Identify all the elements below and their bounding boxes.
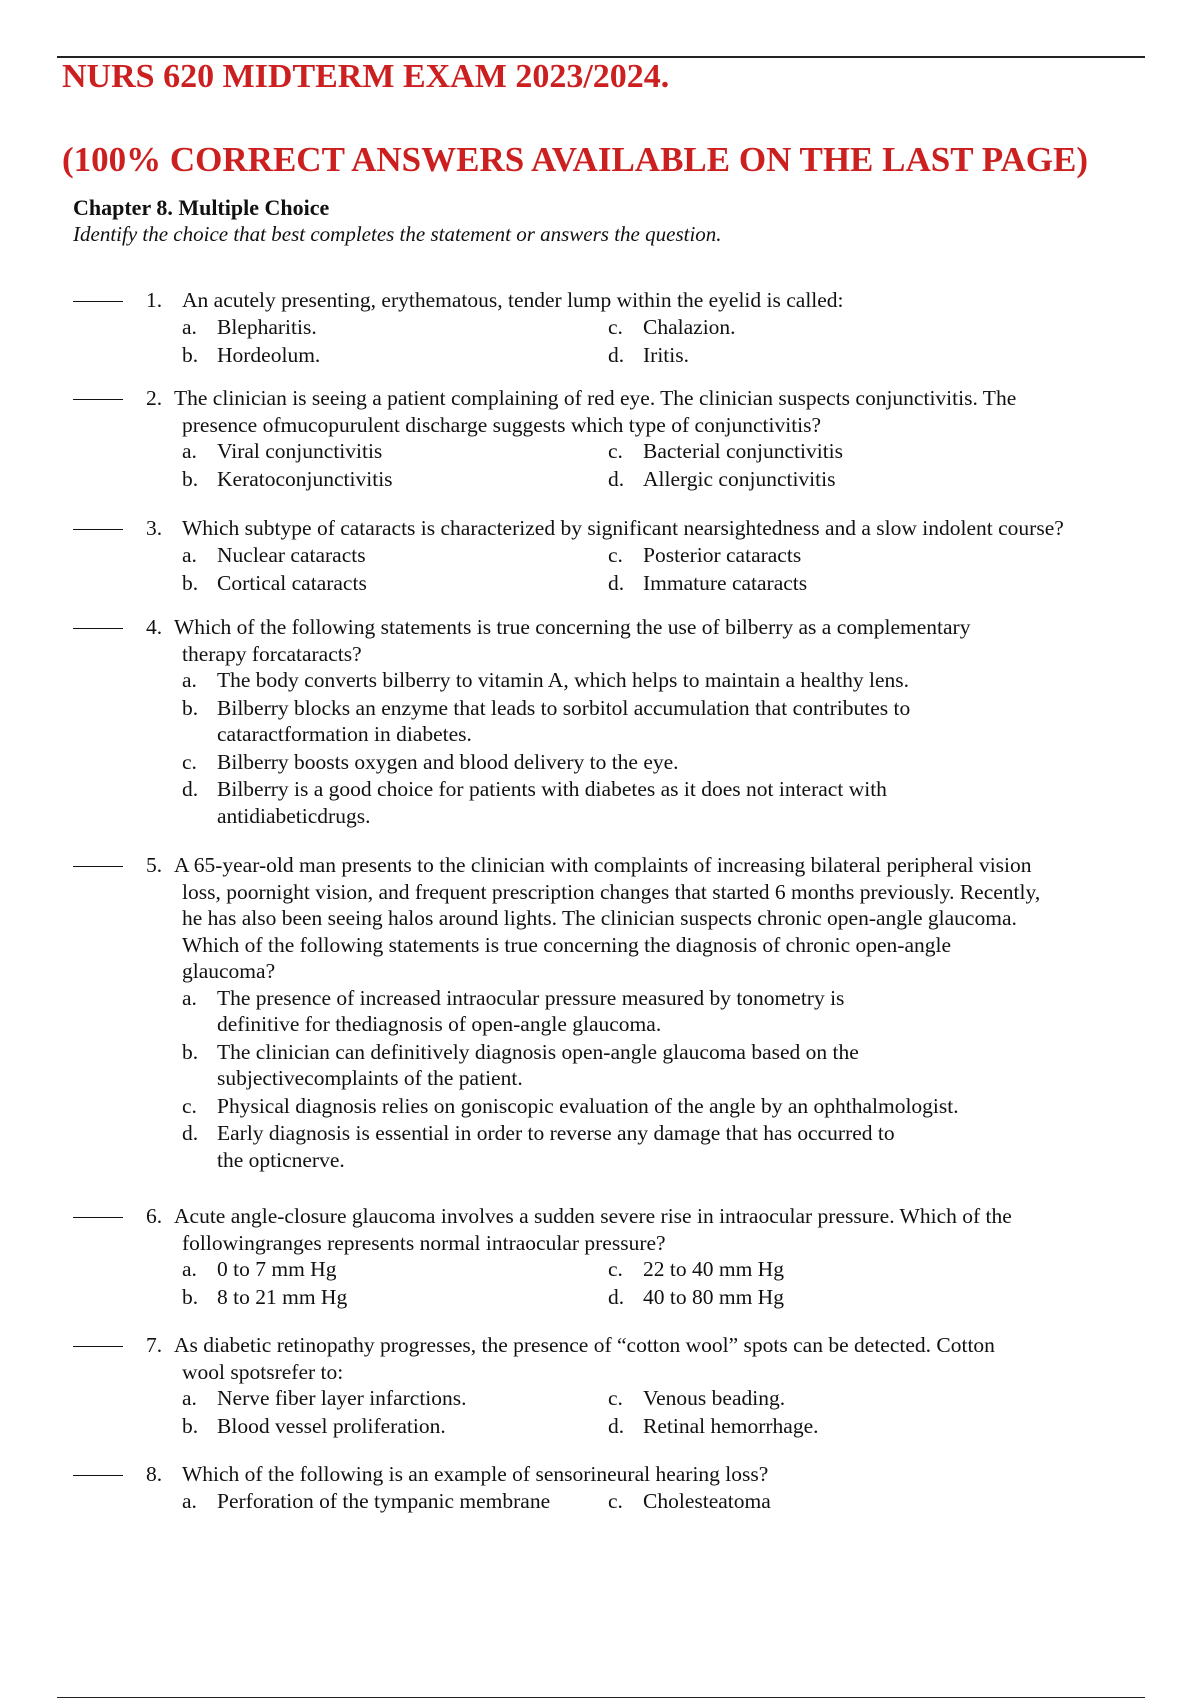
options [182, 985, 1200, 1174]
question-number: 8. [146, 1462, 163, 1486]
question-stem: Acute angle-closure glaucoma involves a sudden severe rise in intraocular pressure. Which of the followingranges represents normal intraocular pressure? [174, 1204, 1012, 1255]
question-number: 2. [146, 386, 163, 410]
chapter-heading: Chapter 8. Multiple Choice [73, 195, 330, 220]
question-number: 3. [146, 516, 163, 540]
option-a[interactable]: a. The body converts bilberry to vitamin A, which helps to maintain a healthy lens. [182, 668, 910, 692]
answer-blank[interactable] [73, 866, 123, 867]
question-stem: Which subtype of cataracts is characterized by significant nearsightedness and a slow indolent course? [182, 516, 1064, 540]
question-number: 7. [146, 1333, 163, 1357]
bottom-rule [57, 1697, 1145, 1698]
answer-blank[interactable] [73, 1346, 123, 1347]
question-stem: An acutely presenting, erythematous, tender lump within the eyelid is called: [182, 288, 844, 312]
options: a. 0 to 7 mm Hg b. 8 to 21 mm Hg c. 22 to 40 mm Hg d. 40 to 80 mm Hg [182, 1257, 784, 1309]
question-number: 4. [146, 615, 163, 639]
question-7 [0, 1332, 1200, 1441]
options: a. Blepharitis. b. Hordeolum. c. Chalazion. d. Iritis. [182, 314, 736, 367]
option-d[interactable]: d. Early diagnosis is essential in order to reverse any damage that has occurred to the opticnerve. [182, 1121, 895, 1172]
question-stem: The clinician is seeing a patient complaining of red eye. The clinician suspects conjunctivitis. The presence ofmucopurulent discharge suggests which type of conjunctivitis? [174, 386, 1017, 437]
options [182, 667, 1200, 829]
question-3 [0, 515, 1200, 598]
answer-blank[interactable] [73, 529, 123, 530]
option-b[interactable]: b. The clinician can definitively diagnosis open-angle glaucoma based on the subjectivecomplaints of the patient. [182, 1039, 859, 1090]
answer-blank[interactable] [73, 301, 123, 302]
options: a. Perforation of the tympanic membrane c. Cholesteatoma [182, 1488, 771, 1513]
option-d[interactable]: d. Bilberry is a good choice for patients with diabetes as it does not interact with antidiabeticdrugs. [182, 777, 887, 828]
option-c[interactable]: c. Physical diagnosis relies on goniscopic evaluation of the angle by an ophthalmologist. [182, 1093, 959, 1118]
question-number: 1. [146, 288, 163, 312]
question-1 [0, 287, 1200, 370]
options: a. Nerve fiber layer infarctions. b. Blood vessel proliferation. c. Venous beading. d. Retinal hemorrhage. [182, 1386, 819, 1438]
options: a. Nuclear cataracts b. Cortical cataracts c. Posterior cataracts d. Immature cataracts [182, 542, 808, 595]
question-6 [0, 1203, 1200, 1312]
question-5 [0, 852, 1200, 1174]
option-a[interactable]: a. The presence of increased intraocular pressure measured by tonometry is definitive for thediagnosis of open-angle glaucoma. [182, 985, 845, 1036]
question-stem: Which of the following statements is true concerning the use of bilberry as a complementary therapy forcataracts? [174, 615, 971, 666]
question-number: 5. [146, 853, 163, 877]
instructions: Identify the choice that best completes the statement or answers the question. [73, 222, 722, 246]
question-stem: A 65-year-old man presents to the clinician with complaints of increasing bilateral peripheral vision loss, poornight vision, and frequent prescription changes that started 6 months previously. Recently, he has also been seeing halos around lights. The clinician suspects chronic open-angle glaucoma. Which of the following statements is true concerning the diagnosis of chronic open-angle glaucoma? [174, 853, 1041, 983]
answer-blank[interactable] [73, 399, 123, 400]
question-4 [0, 614, 1200, 830]
answer-blank[interactable] [73, 1217, 123, 1218]
option-c[interactable]: c. Bilberry boosts oxygen and blood delivery to the eye. [182, 749, 679, 774]
answer-blank[interactable] [73, 1475, 123, 1476]
question-stem: As diabetic retinopathy progresses, the presence of “cotton wool” spots can be detected. Cotton wool spotsrefer to: [174, 1333, 995, 1384]
question-8 [0, 1461, 1200, 1516]
question-number: 6. [146, 1204, 163, 1228]
question-2 [0, 385, 1200, 494]
option-b[interactable]: b. Bilberry blocks an enzyme that leads to sorbitol accumulation that contributes to cataractformation in diabetes. [182, 695, 911, 746]
exam-title: NURS 620 MIDTERM EXAM 2023/2024. [62, 58, 670, 95]
options: a. Viral conjunctivitis b. Keratoconjunctivitis c. Bacterial conjunctivitis d. Allergic conjunctivitis [182, 439, 844, 491]
exam-subtitle: (100% CORRECT ANSWERS AVAILABLE ON THE LAST PAGE) [62, 140, 1088, 179]
question-stem: Which of the following is an example of sensorineural hearing loss? [182, 1462, 769, 1486]
answer-blank[interactable] [73, 628, 123, 629]
